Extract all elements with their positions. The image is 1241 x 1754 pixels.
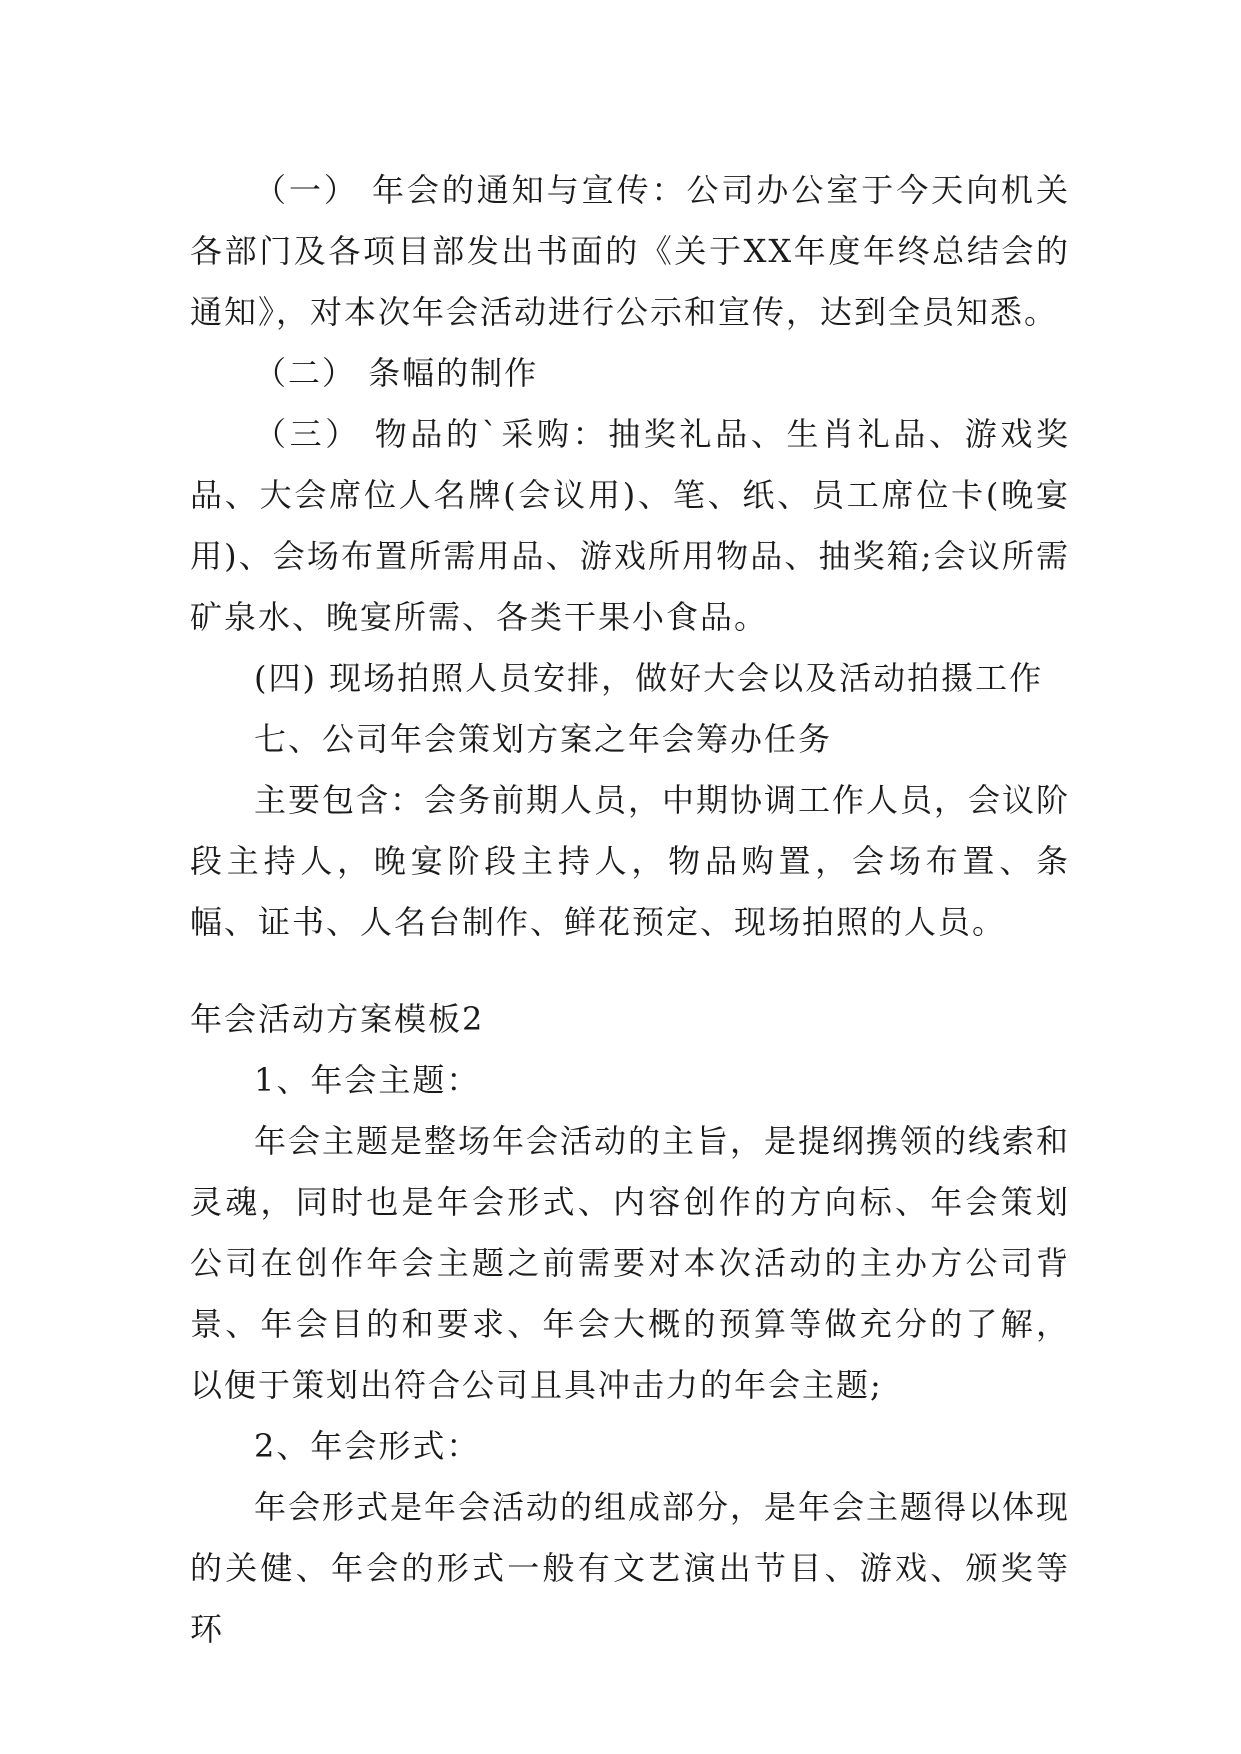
paragraph-section-seven: 七、公司年会策划方案之年会筹办任务 xyxy=(254,720,833,758)
paragraph-theme-heading: 1、年会主题： xyxy=(254,1061,481,1099)
paragraph-notice: （一） 年会的通知与宣传：公司办公室于今天向机关各部门及各项目部发出书面的《关于XX年度年终总结会的通知》，对本次年会活动进行公示和宣传，达到全员知悉。 xyxy=(190,171,1070,331)
paragraph-tasks: 主要包含：会务前期人员，中期协调工作人员，会议阶段主持人，晚宴阶段主持人，物品购置，会场布置、条幅、证书、人名台制作、鲜花预定、现场拍照的人员。 xyxy=(190,781,1071,941)
paragraph-theme-body: 年会主题是整场年会活动的主旨，是提纲携领的线索和灵魂，同时也是年会形式、内容创作的方向标、年会策划公司在创作年会主题之前需要对本次活动的主办方公司背景、年会目的和要求、年会大概的预算等做充分的了解，以便于策划出符合公司且具冲击力的年会主题; xyxy=(190,1122,1071,1404)
paragraph-banner: （二） 条幅的制作 xyxy=(254,354,539,392)
section-title: 年会活动方案模板2 xyxy=(190,1000,485,1038)
paragraph-photography: (四) 现场拍照人员安排，做好大会以及活动拍摄工作 xyxy=(254,659,1044,697)
document-body xyxy=(190,160,1070,1660)
paragraph-purchase: （三） 物品的`采购：抽奖礼品、生肖礼品、游戏奖品、大会席位人名牌(会议用)、笔、纸、员工席位卡(晚宴用)、会场布置所需用品、游戏所用物品、抽奖箱;会议所需矿泉水、晚宴所需、各类干果小食品。 xyxy=(190,415,1070,636)
paragraph-form-heading: 2、年会形式： xyxy=(254,1427,481,1465)
paragraph-form-body: 年会形式是年会活动的组成部分，是年会主题得以体现的关健、年会的形式一般有文艺演出节目、游戏、颁奖等环 xyxy=(190,1488,1071,1648)
